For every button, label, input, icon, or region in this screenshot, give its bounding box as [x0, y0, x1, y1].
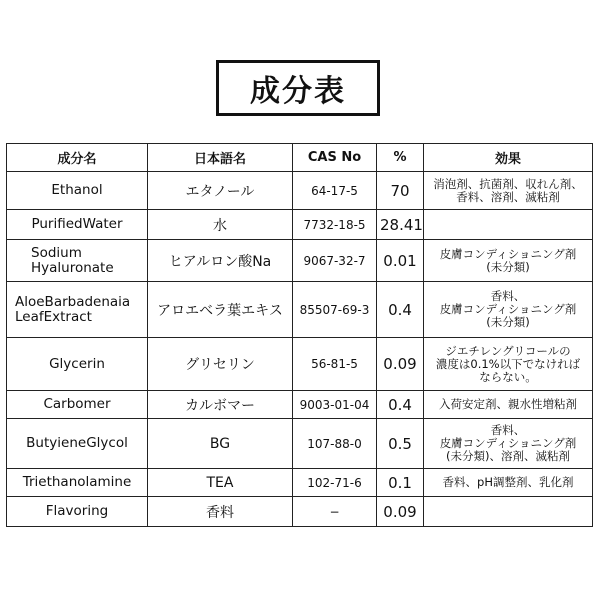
cell-line: ジエチレングリコールの: [445, 343, 571, 358]
cell-japanese-name: BG: [148, 419, 293, 469]
cell-ingredient-name: [7, 497, 148, 527]
cell-ingredient-name: [7, 391, 148, 419]
cell-effect: [424, 338, 593, 391]
cell-ingredient-name: [7, 419, 148, 469]
table-row: [7, 210, 593, 240]
table-header-row: [7, 144, 593, 172]
cell-line: (未分類): [486, 315, 530, 329]
cell-line: 消泡剤、抗菌剤、収れん剤、: [433, 176, 583, 191]
cell-line: LeafExtract: [15, 308, 92, 325]
cell-line: 香料、: [490, 423, 526, 437]
table-row: [7, 469, 593, 497]
cell-percent: 28.41: [377, 210, 424, 240]
cell-cas-number: 64-17-5: [293, 172, 377, 210]
cell-line: 皮膚コンディショニング剤: [439, 302, 577, 316]
cell-percent: 0.1: [377, 469, 424, 497]
cell-cas-number: 85507-69-3: [293, 282, 377, 338]
cell-japanese-name: アロエベラ葉エキス: [148, 282, 293, 338]
cell-cas-number: 107-88-0: [293, 419, 377, 469]
cell-japanese-name: TEA: [148, 469, 293, 497]
cell-percent: 0.01: [377, 240, 424, 282]
cell-line: 入荷安定剤、親水性増粘剤: [439, 397, 577, 411]
header-percent: %: [377, 144, 424, 172]
cell-effect: [424, 419, 593, 469]
cell-effect: [424, 497, 593, 527]
cell-line: Flavoring: [45, 503, 109, 519]
cell-effect: [424, 391, 593, 419]
cell-japanese-name: グリセリン: [148, 338, 293, 391]
cell-percent: 0.5: [377, 419, 424, 469]
cell-cas-number: 7732-18-5: [293, 210, 377, 240]
cell-japanese-name: カルボマー: [148, 391, 293, 419]
cell-ingredient-name: [7, 282, 148, 338]
cell-line: (未分類): [486, 259, 530, 274]
table-row: [7, 419, 593, 469]
cell-ingredient-name: [7, 210, 148, 240]
ingredients-table: [6, 143, 593, 527]
cell-effect: [424, 469, 593, 497]
cell-line: Sodium: [31, 244, 82, 261]
cell-effect: [424, 172, 593, 210]
table-row: [7, 338, 593, 391]
header-cas: CAS No: [293, 144, 377, 172]
cell-line: ならない。: [479, 369, 537, 384]
cell-line: 香料、: [490, 289, 526, 303]
cell-japanese-name: エタノール: [148, 172, 293, 210]
table-row: [7, 282, 593, 338]
cell-cas-number: 9067-32-7: [293, 240, 377, 282]
header-effect: 効果: [424, 144, 593, 172]
cell-japanese-name: 水: [148, 210, 293, 240]
cell-effect: [424, 240, 593, 282]
header-name: 成分名: [7, 144, 148, 172]
cell-line: Triethanolamine: [22, 474, 132, 490]
cell-line: 皮膚コンディショニング剤: [439, 436, 577, 450]
cell-line: ButyieneGlycol: [26, 435, 128, 451]
cell-line: 香料、pH調整剤、乳化剤: [442, 475, 574, 489]
cell-cas-number: 9003-01-04: [293, 391, 377, 419]
cell-ingredient-name: [7, 338, 148, 391]
cell-line: Glycerin: [49, 355, 105, 372]
cell-effect: [424, 210, 593, 240]
header-japanese: 日本語名: [148, 144, 293, 172]
cell-cas-number: −: [293, 497, 377, 527]
cell-line: 香料、溶剤、滅粘剤: [456, 189, 560, 204]
cell-percent: 0.09: [377, 338, 424, 391]
cell-japanese-name: 香料: [148, 497, 293, 527]
cell-line: AloeBarbadenaia: [15, 293, 131, 310]
table-row: [7, 172, 593, 210]
cell-percent: 70: [377, 172, 424, 210]
table-row: [7, 391, 593, 419]
table-row: [7, 497, 593, 527]
table-row: [7, 240, 593, 282]
page-title: 成分表: [216, 60, 380, 116]
cell-line: 皮膚コンディショニング剤: [439, 246, 577, 261]
cell-japanese-name: ヒアルロン酸Na: [148, 240, 293, 282]
cell-percent: 0.09: [377, 497, 424, 527]
cell-percent: 0.4: [377, 391, 424, 419]
cell-cas-number: 102-71-6: [293, 469, 377, 497]
cell-line: Hyaluronate: [31, 259, 114, 276]
cell-line: PurifiedWater: [31, 216, 123, 232]
cell-line: 濃度は0.1%以下でなければ: [435, 356, 581, 371]
cell-effect: [424, 282, 593, 338]
cell-ingredient-name: [7, 172, 148, 210]
cell-percent: 0.4: [377, 282, 424, 338]
cell-ingredient-name: [7, 469, 148, 497]
cell-ingredient-name: [7, 240, 148, 282]
cell-line: (未分類)、溶剤、滅粘剤: [446, 449, 570, 463]
cell-line: Carbomer: [43, 396, 111, 412]
cell-cas-number: 56-81-5: [293, 338, 377, 391]
cell-line: Ethanol: [51, 182, 103, 198]
